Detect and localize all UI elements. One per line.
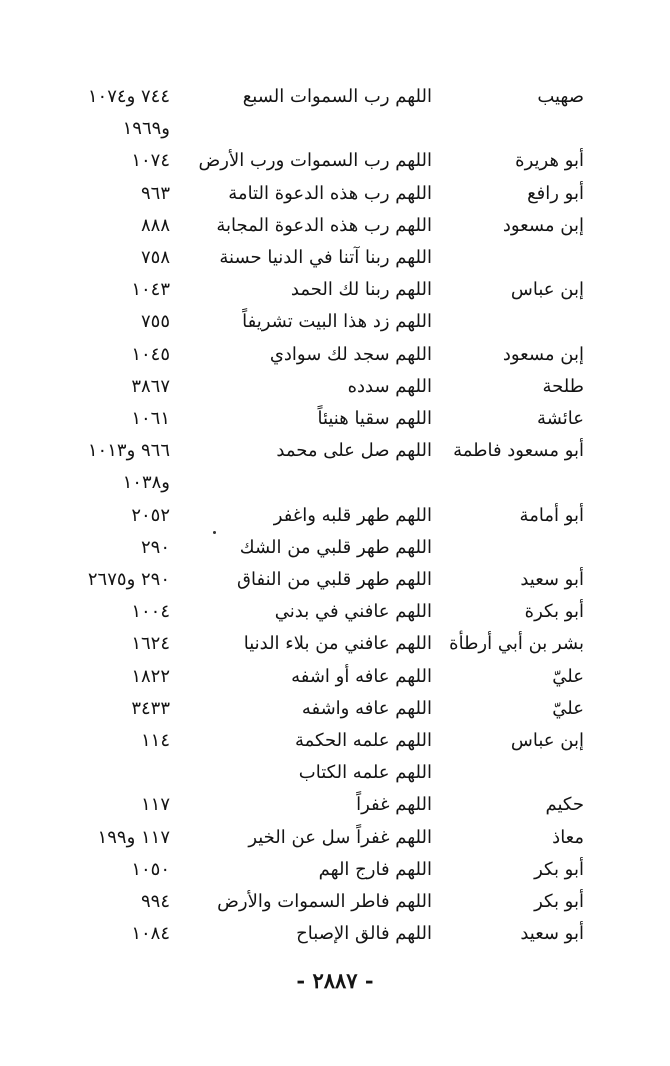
supplication-phrase: اللهم عافه واشفه [301, 697, 432, 719]
narrator-name: أبو بكر [534, 858, 584, 880]
hadith-reference: ١٠٤٣ [131, 279, 170, 301]
supplication-phrase: اللهم فارج الهم [318, 858, 432, 880]
supplication-phrase: اللهم سجد لك سوادي [269, 343, 432, 365]
supplication-phrase: اللهم علمه الحكمة [294, 730, 432, 751]
supplication-phrase: اللهم رب السموات ورب الأرض [198, 150, 432, 172]
supplication-phrase: اللهم رب السموات السبع [242, 86, 432, 107]
hadith-reference: ٩٦٦ و١٠١٣ [87, 440, 170, 462]
hadith-reference: ٩٩٤ [140, 891, 170, 912]
narrator-name: أبو هريرة [515, 150, 584, 172]
index-entry [0, 533, 670, 563]
supplication-phrase: اللهم عافني من بلاء الدنيا [243, 633, 432, 655]
hadith-reference: ٧٥٨ [140, 247, 170, 268]
hadith-reference: ٣٤٣٣ [131, 697, 170, 719]
index-entry [0, 307, 670, 337]
supplication-phrase: اللهم عافه أو اشفه [291, 665, 432, 687]
index-entry [0, 404, 670, 434]
index-entry [0, 694, 670, 724]
hadith-reference: ٢٠٥٢ [131, 504, 170, 526]
supplication-phrase: اللهم طهر قلبي من الشك [239, 536, 432, 558]
supplication-phrase: اللهم زد هذا البيت تشريفاً [242, 311, 432, 333]
narrator-name: أبو أمامة [519, 504, 584, 526]
hadith-reference: و١٠٣٨ [122, 472, 170, 494]
hadith-reference: ١٠٠٤ [131, 601, 170, 623]
narrator-name: أبو بكرة [524, 601, 584, 623]
narrator-name: أبو سعيد [520, 923, 584, 945]
supplication-phrase: اللهم طهر قلبه واغفر [273, 504, 432, 526]
hadith-reference: ٢٩٠ و٢٦٧٥ [87, 569, 170, 590]
narrator-name: إبن عباس [510, 730, 584, 751]
hadith-reference: ٧٥٥ [140, 311, 170, 333]
index-entry [0, 887, 670, 917]
narrator-name: بشر بن أبي أرطأة [449, 633, 584, 655]
hadith-reference: و١٩٦٩ [122, 118, 170, 140]
index-entry [0, 372, 670, 402]
supplication-phrase: اللهم عافني في بدني [274, 601, 432, 623]
supplication-phrase: اللهم سقيا هنيئاً [317, 408, 432, 429]
supplication-phrase: اللهم رب هذه الدعوة المجابة [216, 214, 432, 236]
index-entry [0, 629, 670, 659]
ink-speck [213, 531, 216, 534]
index-entry [0, 275, 670, 305]
index-entry [0, 468, 670, 498]
supplication-phrase: اللهم ربنا آتنا في الدنيا حسنة [219, 247, 432, 268]
supplication-phrase: اللهم غفراً [356, 794, 432, 816]
index-entry [0, 146, 670, 176]
index-entry [0, 436, 670, 466]
narrator-name: أبو مسعود فاطمة [453, 440, 584, 462]
hadith-reference: ١١٧ [140, 794, 170, 816]
narrator-name: أبو بكر [534, 891, 584, 912]
narrator-name: معاذ [552, 826, 584, 848]
hadith-reference: ١٠٧٤ [131, 150, 170, 172]
hadith-reference: ٧٤٤ و١٠٧٤ [87, 86, 170, 107]
narrator-name: عائشة [537, 408, 584, 429]
index-entry [0, 565, 670, 595]
supplication-phrase: اللهم فالق الإصباح [296, 923, 432, 945]
narrator-name: صهيب [537, 86, 584, 107]
index-entry [0, 211, 670, 241]
index-entry [0, 662, 670, 692]
narrator-name: حكيم [545, 794, 584, 816]
hadith-reference: ١٨٢٢ [131, 665, 170, 687]
narrator-name: أبو رافع [527, 182, 584, 204]
narrator-name: إبن مسعود [502, 343, 584, 365]
index-entry [0, 82, 670, 112]
index-entry [0, 114, 670, 144]
hadith-reference: ١٠٦١ [131, 408, 170, 429]
index-entry [0, 340, 670, 370]
narrator-name: إبن عباس [510, 279, 584, 301]
supplication-phrase: اللهم سدده [347, 375, 432, 397]
index-entry [0, 597, 670, 627]
index-entry [0, 823, 670, 853]
hadith-reference: ٣٨٦٧ [131, 375, 170, 397]
hadith-reference: ١٦٢٤ [131, 633, 170, 655]
hadith-reference: ٨٨٨ [140, 214, 170, 236]
narrator-name: أبو سعيد [520, 569, 584, 590]
narrator-name: عليّ [552, 697, 584, 719]
hadith-reference: ١٠٤٥ [131, 343, 170, 365]
supplication-phrase: اللهم علمه الكتاب [298, 762, 432, 784]
supplication-phrase: اللهم طهر قلبي من النفاق [237, 569, 432, 590]
index-entry [0, 726, 670, 756]
hadith-reference: ١٠٨٤ [131, 923, 170, 945]
supplication-phrase: اللهم غفراً سل عن الخير [248, 826, 432, 848]
hadith-reference: ١١٤ [140, 730, 170, 751]
narrator-name: عليّ [552, 665, 584, 687]
page-number: - ٢٨٨٧ - [296, 968, 374, 993]
index-entry [0, 919, 670, 949]
narrator-name: إبن مسعود [502, 214, 584, 236]
hadith-reference: ٩٦٣ [140, 182, 170, 204]
index-entry [0, 243, 670, 273]
index-entry [0, 501, 670, 531]
narrator-name: طلحة [542, 375, 584, 397]
hadith-reference: ١١٧ و١٩٩ [97, 826, 170, 848]
index-entry [0, 758, 670, 788]
hadith-reference: ١٠٥٠ [131, 858, 170, 880]
index-entry [0, 855, 670, 885]
supplication-phrase: اللهم رب هذه الدعوة التامة [228, 182, 432, 204]
index-entry [0, 790, 670, 820]
supplication-phrase: اللهم فاطر السموات والأرض [217, 891, 432, 912]
hadith-reference: ٢٩٠ [140, 536, 170, 558]
index-entry [0, 179, 670, 209]
supplication-phrase: اللهم ربنا لك الحمد [290, 279, 432, 301]
supplication-phrase: اللهم صل على محمد [276, 440, 432, 462]
